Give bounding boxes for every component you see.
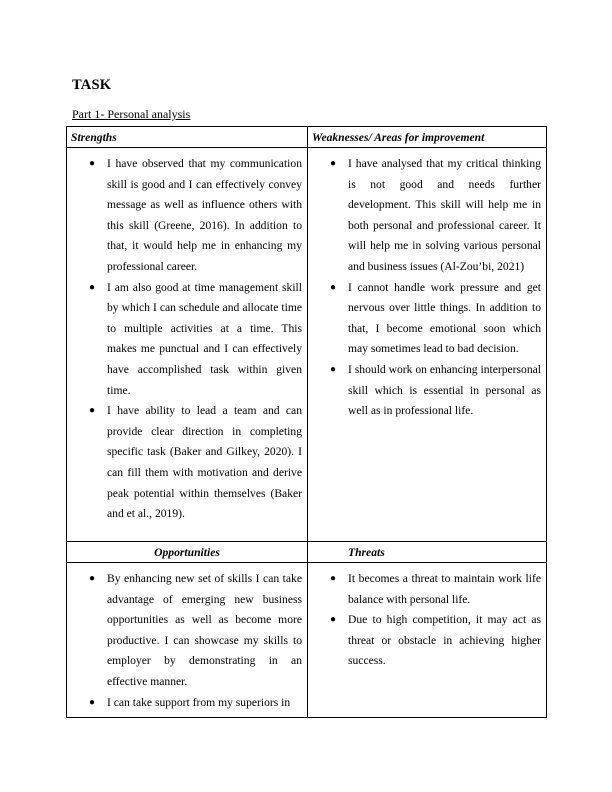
strength-item: ● I have ability to lead a team and can provide clear direction in completing specific task (Baker and Gilkey, 2020). I can fill them with motivation and derive peak potential within themselves (Baker and et al., 2019). (67, 401, 302, 525)
threat-item: ● Due to high competition, it may act as threat or obstacle in achieving higher success. (308, 610, 541, 672)
bullet-icon: ● (330, 281, 337, 293)
strength-item: ● I am also good at time management skill by which I can schedule and allocate time to multiple activities at a time. This makes me punctual and I can effectively have accomplished task within given time. (67, 278, 302, 402)
task-heading: TASK (72, 77, 112, 93)
bullet-icon: ● (89, 696, 96, 708)
weaknesses-cell (308, 148, 547, 542)
bullet-icon: ● (89, 405, 96, 417)
strengths-list (67, 148, 307, 529)
threats-cell (308, 563, 547, 718)
swot-header-row (67, 127, 547, 148)
weaknesses-header: Weaknesses/ Areas for improvement (308, 127, 547, 148)
bullet-icon: ● (330, 573, 337, 584)
swot-table (66, 126, 547, 718)
opportunities-header: Opportunities (67, 542, 308, 563)
swot-row-sw (67, 148, 547, 542)
opportunity-item: ● I can take support from my superiors in (67, 693, 302, 714)
swot-header-row-2 (67, 542, 547, 563)
strengths-cell (67, 148, 308, 542)
threats-header: Threats (308, 542, 547, 563)
weakness-item: ● I cannot handle work pressure and get nervous over little things. In addition to that, I become emotional soon which may sometimes lead to bad decision. (308, 278, 541, 360)
weakness-item: ● I should work on enhancing interpersonal skill which is essential in personal as well as in professional life. (308, 360, 541, 422)
weaknesses-list (308, 148, 546, 426)
opportunities-list (67, 563, 307, 717)
threats-list (308, 563, 546, 676)
bullet-icon: ● (89, 573, 96, 584)
opportunity-item: ● By enhancing new set of skills I can take advantage of emerging new business opportunities as well as become more productive. I can showcase my skills to employer by demonstrating in an effective manner. (67, 569, 302, 693)
bullet-icon: ● (89, 158, 96, 169)
swot-row-ot (67, 563, 547, 718)
bullet-icon: ● (330, 614, 337, 626)
weakness-item: ● I have analysed that my critical thinking is not good and needs further development. This skill will help me in both personal and professional career. It will help me in solving various personal and business issues (Al-Zou’bi, 2021) (308, 154, 541, 278)
opportunities-cell (67, 563, 308, 718)
bullet-icon: ● (330, 363, 337, 375)
strengths-header: Strengths (67, 127, 308, 148)
part-title: Part 1- Personal analysis (72, 107, 191, 121)
threat-item: ● It becomes a threat to maintain work life balance with personal life. (308, 569, 541, 610)
bullet-icon: ● (89, 281, 96, 293)
bullet-icon: ● (330, 158, 337, 169)
strength-item: ● I have observed that my communication skill is good and I can effectively convey message as well as influence others with this skill (Greene, 2016). In addition to that, it would help me in enhancing my professional career. (67, 154, 302, 278)
